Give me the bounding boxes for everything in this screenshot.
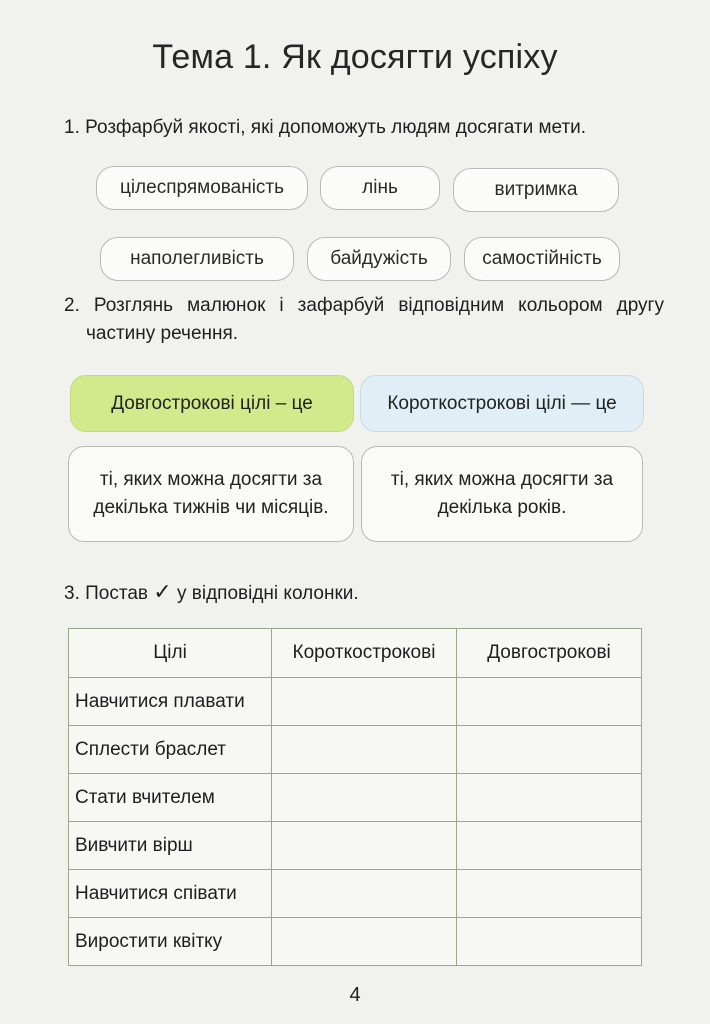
goal-label: Виростити квітку — [69, 918, 272, 966]
page-number: 4 — [349, 984, 361, 1006]
goals-table — [68, 628, 642, 966]
page-title: Тема 1. Як досягти успіху — [152, 38, 558, 76]
short-term-cell[interactable] — [272, 774, 457, 822]
long-term-cell[interactable] — [457, 870, 642, 918]
table-row — [69, 726, 642, 774]
goal-label: Навчитися співати — [69, 870, 272, 918]
goal-label: Сплести браслет — [69, 726, 272, 774]
short-term-cell[interactable] — [272, 918, 457, 966]
short-term-cell[interactable] — [272, 726, 457, 774]
long-term-goals-head: Довгострокові цілі – це — [70, 375, 354, 432]
header-long-term: Довгострокові — [457, 629, 642, 678]
task-2-instruction: 2. Розглянь малюнок і зафарбуй відповідним кольором другу частину речення. — [64, 295, 664, 344]
checkmark-icon: ✓ — [153, 579, 172, 604]
goal-label: Стати вчителем — [69, 774, 272, 822]
short-term-cell[interactable] — [272, 678, 457, 726]
quality-pill-laziness[interactable]: лінь — [320, 166, 440, 210]
quality-pill-independence[interactable]: самостійність — [464, 237, 620, 281]
quality-pill-purposefulness[interactable]: цілеспрямованість — [96, 166, 308, 210]
short-term-goals-head: Короткострокові цілі — це — [360, 375, 644, 432]
long-term-cell[interactable] — [457, 726, 642, 774]
table-row — [69, 678, 642, 726]
goal-label: Навчитися плавати — [69, 678, 272, 726]
short-term-cell[interactable] — [272, 822, 457, 870]
quality-pill-indifference[interactable]: байдужість — [307, 237, 451, 281]
long-term-cell[interactable] — [457, 678, 642, 726]
quality-pill-endurance[interactable]: витримка — [453, 168, 619, 212]
goal-label: Вивчити вірш — [69, 822, 272, 870]
short-term-cell[interactable] — [272, 870, 457, 918]
table-row — [69, 822, 642, 870]
quality-pill-persistence[interactable]: наполегливість — [100, 237, 294, 281]
task-3-text-end: у відповідні колонки. — [177, 583, 359, 604]
header-goals: Цілі — [69, 629, 272, 678]
table-row — [69, 870, 642, 918]
long-term-cell[interactable] — [457, 918, 642, 966]
table-row — [69, 918, 642, 966]
task-3-text-start: 3. Постав — [64, 583, 148, 604]
task-3-instruction — [64, 578, 654, 608]
long-term-cell[interactable] — [457, 822, 642, 870]
table-row — [69, 774, 642, 822]
header-short-term: Короткострокові — [272, 629, 457, 678]
sentence-end-years[interactable]: ті, яких можна досягти за декілька років. — [361, 446, 643, 542]
task-1-instruction: 1. Розфарбуй якості, які допоможуть людям досягати мети. — [64, 117, 587, 138]
sentence-end-weeks-months[interactable]: ті, яких можна досягти за декілька тижнів чи місяців. — [68, 446, 354, 542]
long-term-cell[interactable] — [457, 774, 642, 822]
